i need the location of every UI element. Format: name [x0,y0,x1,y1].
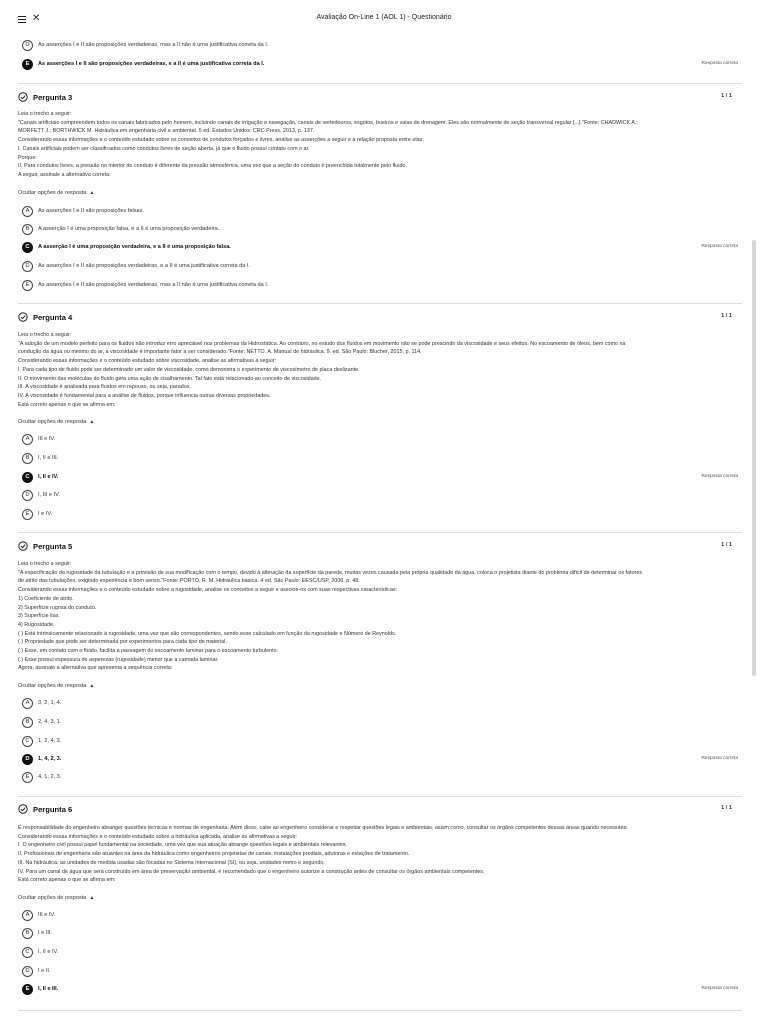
option-text: As asserções I e II são proposições verdadeiras, e a II é uma justificativa correta da I. [38,61,265,67]
question-line: II. Para condutos livres, a pressão no interior do conduto é diferente da pressão atmosférica, uma vez que a seção do conduto é preenchida totalmente pelo fluido. [18,163,407,170]
option-letter: A [22,206,33,217]
answer-option-d[interactable] [22,260,250,272]
question-line: I. Canais artificiais podem ser classificados como condutos livres de seção aberta, já que o fluido possui contato com o ar. [18,145,310,152]
answer-option-c[interactable] [22,735,61,747]
option-text: As asserções I e II são proposições falsas. [38,208,145,214]
hide-options-label: Ocultar opções de resposta [18,419,87,425]
option-text: 1, 2, 4, 3. [38,738,62,744]
option-text: III e IV. [38,436,56,442]
caret-up-icon: ▲ [89,419,95,425]
question-line: condução da água ou mesmo do ar, a viscosidade é importante fator a ser considerado."Fonte: NETTO. A. Manual de hidráulica. 9. ed. São Paulo: Blucher, 2015, p. 114. [18,349,422,356]
answer-option-d[interactable] [22,39,268,51]
question-line: IV. Para um canal de água que será construído em área de preservação ambiental, é recomendado que o engenheiro autorize a construção antes de consultar os órgãos ambientais competentes. [18,868,485,875]
question-header [18,540,72,552]
option-text: As asserções I e II são proposições verdadeiras, e a II é uma justificativa correta da I. [38,263,251,269]
answer-option-c[interactable] [22,946,58,958]
caret-up-icon: ▲ [89,190,95,196]
question-line: Leia o trecho a seguir: [18,561,72,567]
option-text: I e II. [38,968,51,974]
caret-up-icon: ▲ [89,895,95,901]
question-divider [18,1010,742,1011]
question-line: de atrito das tubulações, exigindo experiência e bom senso."Fonte: PORTO, R. M. Hidráulica básica. 4 ed. São Paulo: EESC/USP, 2006, p. 48. [18,578,360,585]
check-circle-icon [18,804,28,814]
question-line: Considerando essas informações e o conteúdo estudado sobre a rugosidade, analise os conceitos a seguir e associe-os com suas respectivas características: [18,587,398,594]
question-line: 4) Rugosidade. [18,621,55,628]
question-title: Pergunta 4 [33,312,73,322]
option-letter: E [22,280,33,291]
question-line: 3) Superfície lisa. [18,613,60,620]
option-text: I, III e IV. [38,492,60,498]
option-letter: D [22,490,33,501]
answer-option-d[interactable] [22,965,50,977]
question-line: ( ) Esse, em contato com o fluido, facilita a passagem do escoamento laminar para o escoamento turbulento. [18,648,279,655]
option-letter: D [22,40,33,51]
question-line: Considerando essas informações e o conteúdo estudado sobre os conceitos de condutos forçados e livres, analise as asserções a seguir e a relação proposta entre elas: [18,137,424,144]
option-text: As asserções I e II são proposições verdadeiras, mas a II não é uma justificativa correta da I. [38,282,269,288]
question-line: "Canais artificiais compreendem todos os canais fabricados pelo homem, incluindo canais de irrigação e navegação, canais de vertedouros, esgotos, bueiros e valas de drenagem. Eles são normalmente de seção transversal regular [...]."Fonte: CHADWICK A.; [18,119,638,126]
question-line: II. O movimento das moléculas do fluido gera uma ação de cisalhamento. Tal fato está relacionado ao conceito de viscosidade. [18,375,322,382]
question-line: Agora, assinale a alternativa que apresenta a sequência correta: [18,665,173,672]
option-letter: D [22,754,33,765]
answer-option-a[interactable] [22,697,61,709]
answer-option-b[interactable] [22,452,58,464]
question-line: ( ) Esse possui espessura de asperezas (rugosidade) menor que a camada laminar. [18,656,219,663]
caret-up-icon: ▲ [89,683,95,689]
answer-option-a[interactable] [22,205,144,217]
page-title: Avaliação On-Line 1 (AOL 1) - Questionário [316,14,452,21]
answer-option-b[interactable] [22,223,219,235]
answer-option-e[interactable] [22,771,61,783]
question-text [18,824,742,885]
option-text: I, II e III. [38,986,59,992]
option-letter: E [22,772,33,783]
hide-options-toggle[interactable] [18,683,94,689]
option-letter: D [22,261,33,272]
question-title: Pergunta 3 [33,92,73,102]
question-divider [18,303,742,304]
option-letter: D [22,966,33,977]
answer-option-e[interactable] [22,508,52,520]
hide-options-toggle[interactable] [18,419,94,425]
option-text: A asserção I é uma proposição falsa, e a II é uma proposição verdadeira. [38,226,220,232]
option-letter: C [22,242,33,253]
option-text: I, II e IV. [38,949,59,955]
correct-answer-tag: Resposta correta [701,474,738,479]
correct-answer-tag: Resposta correta [701,61,738,66]
question-header [18,803,72,815]
question-line: Leia o trecho a seguir: [18,332,72,338]
option-letter: C [22,472,33,483]
question-line: Leia o trecho a seguir: [18,111,72,117]
answer-option-b[interactable] [22,716,61,728]
question-line: ( ) Propriedade que pode ser determinada por experimentos para cada tipo de material. [18,639,227,646]
question-divider [18,83,742,84]
correct-answer-tag: Resposta correta [701,756,738,761]
question-line: Porque: [18,154,37,161]
question-line: "A especificação da rugosidade da tubulação e a previsão de sua modificação com o tempo, devido à alteração da superfície da parede, muitas vezes causada pela própria qualidade da água, coloca o projetista diante do problema difícil de determinar os fatores [18,569,643,576]
option-text: 3, 2, 1, 4. [38,700,62,706]
question-line: 2) Superfície rugosa do conduto. [18,604,97,611]
answer-option-c-selected[interactable] [22,471,58,483]
option-text: A asserção I é uma proposição verdadeira, e a II é uma proposição falsa. [38,244,231,250]
scrollbar-thumb[interactable] [752,240,756,676]
question-text [18,331,742,409]
option-letter: C [22,736,33,747]
top-bar [0,0,768,36]
scrollbar[interactable] [752,36,756,1024]
hide-options-label: Ocultar opções de resposta [18,683,87,689]
option-letter: A [22,910,33,921]
question-title: Pergunta 5 [33,541,73,551]
hide-options-label: Ocultar opções de resposta [18,895,87,901]
question-line: Está correto apenas o que se afirma em: [18,877,116,884]
option-text: 2, 4, 3, 1. [38,719,62,725]
answer-option-a[interactable] [22,909,55,921]
option-letter: B [22,224,33,235]
option-text: III e IV. [38,912,56,918]
apps-grid-icon[interactable]: ✕ [32,13,41,24]
question-score: 1 / 1 [721,93,732,99]
question-text [18,110,742,180]
correct-answer-tag: Resposta correta [701,244,738,249]
question-line: Considerando essas informações e o conteúdo estudado sobre viscosidade, analise as afirmativas a seguir: [18,358,277,365]
question-line: MORFETT J.; BORTHWICK M. Hidráulica em engenharia civil e ambiental. 5 ed. Estados Unidos: CRC Press, 2013, p. 137. [18,128,315,135]
question-score: 1 / 1 [721,542,732,548]
option-letter: E [22,984,33,995]
answer-option-d[interactable] [22,489,60,501]
hide-options-toggle[interactable] [18,190,94,196]
question-divider [18,532,742,533]
check-circle-icon [18,312,28,322]
option-letter: E [22,59,33,70]
answer-option-e[interactable] [22,279,268,291]
question-line: I. Para cada tipo de fluido pode ser determinado um valor de viscosidade, como demonstra o experimento de viscosímetro de placa deslizante. [18,366,360,373]
option-text: As asserções I e II são proposições verdadeiras, mas a II não é uma justificativa correta da I. [38,42,269,48]
question-title: Pergunta 6 [33,804,73,814]
answer-option-e-selected[interactable] [22,983,58,995]
check-circle-icon [18,92,28,102]
option-text: 1, 4, 2, 3. [38,756,62,762]
question-line: Está correto apenas o que se afirma em: [18,401,116,408]
hide-options-label: Ocultar opções de resposta [18,190,87,196]
question-text [18,560,742,673]
question-line: IV. A viscosidade é fundamental para a análise de fluidos, porque influencia outras diversas propriedades. [18,392,271,399]
option-letter: C [22,947,33,958]
question-line: É responsabilidade do engenheiro abranger questões técnicas e normas de engenharia. Além disso, cabe ao engenheiro considerar e respeitar questões legais e ambientais, assim como, consultar os órgãos competentes dessas áreas quando necessário. [18,825,629,831]
answer-option-a[interactable] [22,433,55,445]
answer-option-b[interactable] [22,927,52,939]
correct-answer-tag: Resposta correta [701,986,738,991]
check-circle-icon [18,541,28,551]
option-letter: B [22,717,33,728]
answer-option-d-selected[interactable] [22,753,61,765]
option-letter: B [22,928,33,939]
question-score: 1 / 1 [721,313,732,319]
option-text: I, II e III. [38,455,59,461]
option-text: I e IV. [38,511,53,517]
option-letter: A [22,698,33,709]
option-letter: B [22,453,33,464]
option-text: 4, 1, 2, 3. [38,774,62,780]
hide-options-toggle[interactable] [18,895,94,901]
question-header [18,311,72,323]
question-header [18,91,72,103]
question-line: I. O engenheiro civil possui papel fundamental na sociedade, uma vez que sua atuação abrange questões legais e ambientais relevantes. [18,842,348,849]
question-score: 1 / 1 [721,805,732,811]
question-line: "A adoção de um modelo perfeito para os fluidos não introduz erro apreciável nos problemas da Hidrostática. Ao contrário, no estudo dos fluidos em movimento não se pode prescindir da viscosidade e seus efeitos. No escoamento de óleos, bem como na [18,340,626,347]
question-line: A seguir, assinale a alternativa correta: [18,171,111,178]
question-divider [18,796,742,797]
option-text: I e III. [38,930,52,936]
question-line: ( ) Está intrinsicamente relacionado à rugosidade, uma vez que são correspondentes, sendo esse calculado em função da rugosidade e Número de Reynolds. [18,630,397,637]
question-line: III. Na hidráulica, as unidades de medida usadas são focadas no Sistema Internacional (SI), ou seja, unidades metro e segundo. [18,859,325,866]
option-text: I, II e IV. [38,474,59,480]
question-line: 1) Coeficiente de atrito. [18,595,74,602]
answer-option-c-selected[interactable] [22,241,231,253]
option-letter: A [22,434,33,445]
question-line: III. A viscosidade é analisada para fluidos em repouso, ou seja, parados. [18,384,191,391]
answer-option-e-selected[interactable] [22,58,264,70]
option-letter: E [22,509,33,520]
question-line: II. Profissionais de engenharia são atuantes na área da hidráulica como engenheiros projetistas de canais, instalações prediais, adutoras e estações de tratamento. [18,851,410,858]
question-line: Considerando essas informações e o conteúdo estudado sobre a hidráulica aplicada, analise as afirmativas a seguir: [18,833,297,840]
